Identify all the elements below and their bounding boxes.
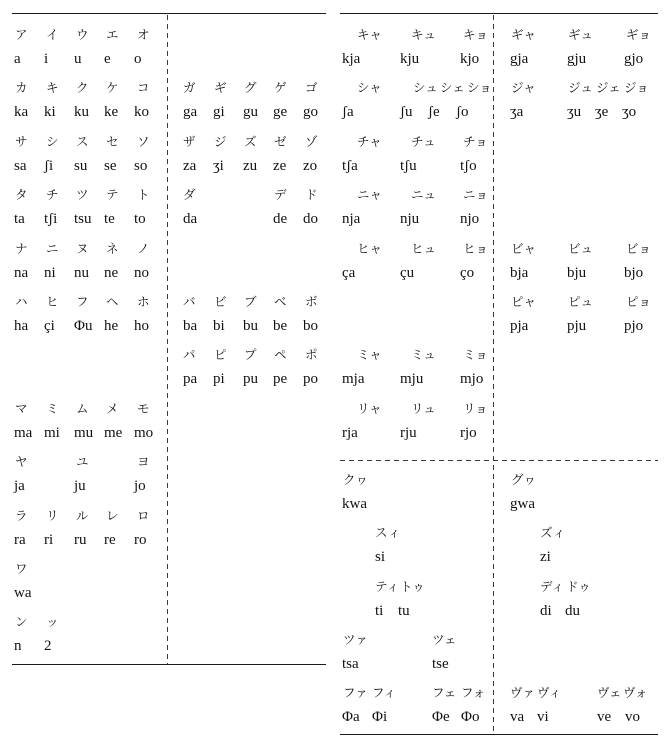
kana-label: ジャ	[511, 80, 536, 96]
left-table-top-rule	[12, 13, 326, 14]
romanization-label: nja	[342, 211, 361, 228]
romanization-label: Φi	[372, 709, 388, 726]
kana-label: ゼ	[274, 133, 287, 149]
kana-label: ク	[76, 80, 89, 96]
kana-label: ハ	[15, 294, 28, 309]
romanization-label: ve	[597, 709, 612, 726]
kana-label: エ	[106, 27, 119, 42]
kana-label: ケ	[106, 80, 119, 96]
romanization-label: me	[104, 424, 123, 441]
kana-label: サ	[15, 133, 28, 149]
romanization-label: a	[14, 51, 21, 67]
romanization-label: ze	[273, 157, 287, 174]
kana-label: ヒュ	[411, 240, 437, 256]
romanization-label: no	[134, 264, 149, 281]
romanization-label: vi	[537, 709, 549, 726]
kana-label: ト	[137, 187, 150, 203]
kana-label: ヒャ	[357, 240, 383, 256]
kana-label: リュ	[411, 400, 436, 416]
kana-label: グヮ	[511, 472, 537, 487]
right-table-bottom-rule	[340, 734, 658, 735]
kana-label: ペ	[274, 347, 287, 363]
kana-label: ファ	[343, 685, 368, 701]
romanization-label: bju	[567, 264, 587, 281]
romanization-label: e	[104, 51, 111, 67]
romanization-label: jo	[134, 478, 146, 495]
kana-label: ガ	[183, 80, 196, 96]
kana-label: プ	[244, 347, 257, 363]
romanization-label: çu	[400, 264, 415, 281]
romanization-label: ja	[14, 478, 25, 495]
kana-label: ピュ	[568, 294, 594, 309]
kana-label: シュ	[413, 80, 438, 96]
romanization-label: wa	[14, 585, 32, 601]
kana-label: ゲ	[274, 80, 287, 96]
romanization-label: ke	[104, 104, 119, 121]
romanization-label: 2	[44, 638, 52, 655]
kana-label: ダ	[183, 187, 196, 203]
romanization-label: rju	[400, 424, 417, 441]
kana-label: トゥ	[400, 578, 425, 594]
kana-label: ス	[76, 133, 89, 149]
kana-label: ミ	[46, 400, 59, 416]
kana-label: チュ	[411, 133, 436, 149]
romanization-label: i	[44, 51, 49, 67]
romanization-label: nu	[74, 264, 89, 281]
kana-label: ッ	[46, 614, 59, 630]
romanization-label: nju	[400, 211, 420, 228]
kana-label: ン	[15, 614, 28, 630]
kana-label: ド	[305, 187, 318, 203]
romanization-label: ʒu	[567, 104, 582, 121]
kana-label: ニョ	[463, 187, 489, 203]
romanization-label: çi	[44, 318, 55, 334]
romanization-label: ru	[74, 531, 87, 548]
romanization-label: do	[303, 211, 318, 228]
kana-label: パ	[183, 347, 196, 363]
kana-label: ツ	[76, 187, 89, 203]
romanization-label: po	[303, 371, 318, 388]
kana-label: ロ	[137, 507, 150, 523]
romanization-label: ki	[44, 104, 56, 121]
romanization-label: go	[303, 104, 318, 121]
romanization-label: be	[273, 318, 288, 334]
kana-label: ジョ	[624, 80, 649, 96]
romanization-label: ço	[460, 264, 475, 281]
romanization-label: kjo	[460, 51, 480, 67]
kana-label: ポ	[305, 347, 318, 363]
kana-label: バ	[183, 294, 196, 309]
romanization-label: zi	[540, 549, 551, 566]
kana-label: シェ	[440, 80, 465, 96]
kana-label: リャ	[357, 400, 382, 416]
romanization-label: su	[74, 157, 88, 174]
kana-label: ユ	[76, 454, 89, 470]
kana-label: キュ	[411, 27, 437, 42]
romanization-label: Φu	[74, 318, 93, 334]
romanization-label: pja	[510, 318, 529, 334]
romanization-label: ju	[74, 478, 86, 495]
romanization-label: ça	[342, 264, 356, 281]
kana-label: ゾ	[305, 133, 318, 149]
romanization-label: re	[104, 531, 116, 548]
kana-label: ア	[15, 27, 28, 42]
kana-label: ギ	[214, 80, 227, 96]
kana-label: ブ	[244, 294, 257, 309]
romanization-label: ʒo	[622, 104, 637, 121]
romanization-label: Φo	[461, 709, 480, 726]
romanization-label: ba	[183, 318, 198, 334]
romanization-label: tʃu	[400, 157, 417, 174]
romanization-label: mja	[342, 371, 365, 388]
romanization-label: gu	[243, 104, 258, 121]
kana-label: ショ	[467, 80, 492, 96]
right-table-column-divider	[493, 15, 494, 734]
romanization-label: tu	[398, 602, 410, 619]
romanization-label: gjo	[624, 51, 644, 67]
kana-label: レ	[106, 507, 119, 523]
kana-label: キ	[46, 80, 59, 96]
kana-label: ディ	[540, 578, 565, 594]
kana-label: スィ	[375, 525, 401, 541]
romanization-label: kwa	[342, 496, 367, 512]
kana-label: ル	[76, 507, 89, 523]
kana-label: ドゥ	[566, 578, 591, 594]
kana-label: フィ	[372, 685, 397, 701]
romanization-label: pju	[567, 318, 587, 334]
kana-label: ギャ	[511, 27, 537, 42]
kana-label: グ	[244, 80, 257, 96]
kana-label: マ	[15, 400, 28, 416]
romanization-label: mju	[400, 371, 424, 388]
romanization-label: zo	[303, 157, 318, 174]
kana-label: ヴィ	[537, 685, 562, 701]
kana-label: ザ	[183, 133, 196, 149]
kana-label: ティ	[375, 578, 400, 594]
kana-label: ヘ	[106, 294, 119, 309]
kana-label: ビュ	[568, 240, 594, 256]
kana-label: ヨ	[137, 454, 150, 470]
romanization-label: ʒe	[595, 104, 609, 121]
kana-label: カ	[15, 80, 28, 96]
kana-label: フォ	[461, 685, 486, 701]
kana-label: ヤ	[15, 454, 28, 470]
kana-label: ジュ	[568, 80, 593, 96]
romanization-label: de	[273, 211, 288, 228]
kana-label: ミャ	[357, 347, 382, 363]
left-table-bottom-rule	[12, 664, 326, 665]
right-table-section-divider	[340, 460, 658, 461]
right-table-top-rule	[340, 13, 658, 14]
kana-label: チョ	[463, 133, 488, 149]
kana-label: ツェ	[432, 631, 457, 647]
romanization-label: ʃo	[456, 104, 469, 121]
kana-label: イ	[46, 27, 59, 42]
kana-label: ビ	[214, 294, 227, 309]
romanization-label: he	[104, 318, 119, 334]
romanization-label: Φe	[432, 709, 450, 726]
kana-label: ピ	[214, 347, 227, 363]
kana-label: ウ	[76, 27, 89, 42]
romanization-label: ha	[14, 318, 29, 334]
kana-label: メ	[106, 400, 119, 416]
romanization-label: mjo	[460, 371, 484, 388]
romanization-label: ʒa	[510, 104, 524, 121]
kana-label: リ	[46, 507, 59, 523]
romanization-label: Φa	[342, 709, 360, 726]
kana-label: シャ	[357, 80, 382, 96]
kana-label: フェ	[432, 685, 457, 701]
kana-label: ギョ	[626, 27, 652, 42]
kana-label: フ	[76, 294, 89, 309]
romanization-label: ta	[14, 211, 25, 228]
kana-label: ヴァ	[510, 685, 535, 701]
romanization-label: ʃe	[428, 104, 440, 121]
romanization-label: njo	[460, 211, 480, 228]
romanization-label: ho	[134, 318, 149, 334]
romanization-label: ma	[14, 424, 33, 441]
romanization-label: du	[565, 602, 580, 619]
romanization-label: bi	[213, 318, 225, 334]
kana-label: ネ	[106, 240, 119, 256]
kana-label: オ	[137, 27, 150, 42]
kana-label: テ	[106, 187, 119, 203]
kana-label: ボ	[305, 294, 318, 309]
kana-label: ヴェ	[597, 685, 622, 701]
romanization-label: ʒi	[213, 157, 224, 174]
kana-label: ヒョ	[463, 240, 489, 256]
romanization-label: te	[104, 211, 115, 228]
kana-label: ミュ	[411, 347, 436, 363]
romanization-label: so	[134, 157, 148, 174]
romanization-label: ni	[44, 264, 56, 281]
romanization-label: na	[14, 264, 29, 281]
romanization-label: ne	[104, 264, 119, 281]
romanization-label: pi	[213, 371, 225, 388]
kana-label: モ	[137, 400, 150, 416]
romanization-label: n	[14, 638, 22, 655]
romanization-label: rja	[342, 424, 358, 441]
romanization-label: mu	[74, 424, 94, 441]
romanization-label: ʃi	[44, 157, 54, 174]
romanization-label: ko	[134, 104, 149, 121]
romanization-label: bja	[510, 264, 529, 281]
romanization-label: kja	[342, 51, 361, 67]
romanization-label: to	[134, 211, 146, 228]
romanization-label: gi	[213, 104, 225, 121]
romanization-label: ge	[273, 104, 288, 121]
romanization-label: mi	[44, 424, 60, 441]
kana-label: ベ	[274, 294, 287, 309]
romanization-label: ga	[183, 104, 198, 121]
kana-label: セ	[106, 133, 119, 149]
kana-label: チ	[46, 187, 59, 203]
kana-label: ギュ	[568, 27, 594, 42]
kana-label: ヒ	[46, 294, 59, 309]
romanization-label: tʃa	[342, 157, 358, 174]
kana-label: ズィ	[540, 525, 566, 541]
kana-label: クヮ	[343, 472, 369, 487]
kana-label: ピャ	[511, 294, 537, 309]
romanization-label: bu	[243, 318, 258, 334]
romanization-label: tʃo	[460, 157, 477, 174]
romanization-label: ʃa	[342, 104, 354, 121]
romanization-label: di	[540, 602, 552, 619]
romanization-label: mo	[134, 424, 154, 441]
kana-label: ジェ	[596, 80, 621, 96]
romanization-label: ka	[14, 104, 29, 121]
romanization-label: pa	[183, 371, 198, 388]
romanization-label: rjo	[460, 424, 477, 441]
left-table-column-divider	[167, 15, 168, 664]
kana-label: ソ	[137, 133, 150, 149]
kana-label: ジ	[214, 133, 227, 149]
romanization-label: gwa	[510, 496, 535, 512]
romanization-label: gju	[567, 51, 587, 67]
romanization-label: ʃu	[400, 104, 413, 121]
kana-label: ラ	[15, 507, 28, 523]
kana-label: ビャ	[511, 240, 537, 256]
romanization-label: bo	[303, 318, 318, 334]
romanization-label: bjo	[624, 264, 644, 281]
romanization-label: vo	[625, 709, 640, 726]
romanization-label: u	[74, 51, 82, 67]
kana-label: ニュ	[411, 187, 437, 203]
kana-label: ビョ	[626, 240, 652, 256]
romanization-label: ra	[14, 531, 26, 548]
romanization-label: ku	[74, 104, 89, 121]
romanization-label: tsa	[342, 655, 359, 672]
romanization-label: za	[183, 157, 197, 174]
romanization-label: gja	[510, 51, 529, 67]
kana-label: ミョ	[463, 347, 488, 363]
romanization-label: si	[375, 549, 386, 566]
kana-label: キョ	[463, 27, 489, 42]
romanization-label: o	[134, 51, 142, 67]
kana-label: タ	[15, 187, 28, 203]
romanization-label: se	[104, 157, 117, 174]
kana-label: ニ	[46, 240, 59, 256]
kana-label: ノ	[137, 240, 150, 256]
romanization-label: tʃi	[44, 211, 58, 228]
kana-label: ム	[76, 400, 89, 416]
kana-label: チャ	[357, 133, 382, 149]
kana-label: ナ	[15, 240, 28, 256]
kana-label: ツァ	[343, 631, 368, 647]
romanization-label: ti	[375, 602, 384, 619]
kana-label: キャ	[357, 27, 383, 42]
kana-label: ピョ	[626, 294, 652, 309]
romanization-label: sa	[14, 157, 27, 174]
kana-label: ニャ	[357, 187, 383, 203]
romanization-label: va	[510, 709, 525, 726]
romanization-label: ro	[134, 531, 147, 548]
kana-label: デ	[274, 187, 287, 203]
romanization-label: zu	[243, 157, 258, 174]
kana-label: ヴォ	[623, 685, 648, 701]
romanization-label: da	[183, 211, 198, 228]
romanization-label: pjo	[624, 318, 644, 334]
kana-label: コ	[137, 80, 150, 96]
romanization-label: pu	[243, 371, 258, 388]
kana-label: ズ	[244, 133, 257, 149]
kana-label: ホ	[137, 294, 150, 309]
romanization-label: tse	[432, 655, 449, 672]
romanization-label: ri	[44, 531, 54, 548]
kana-label: シ	[46, 133, 59, 149]
kana-label: ヌ	[76, 240, 89, 256]
romanization-label: tsu	[74, 211, 92, 228]
romanization-label: pe	[273, 371, 288, 388]
kana-label: ワ	[15, 561, 28, 576]
romanization-label: kju	[400, 51, 420, 67]
kana-label: リョ	[463, 400, 488, 416]
kana-label: ゴ	[305, 80, 318, 96]
